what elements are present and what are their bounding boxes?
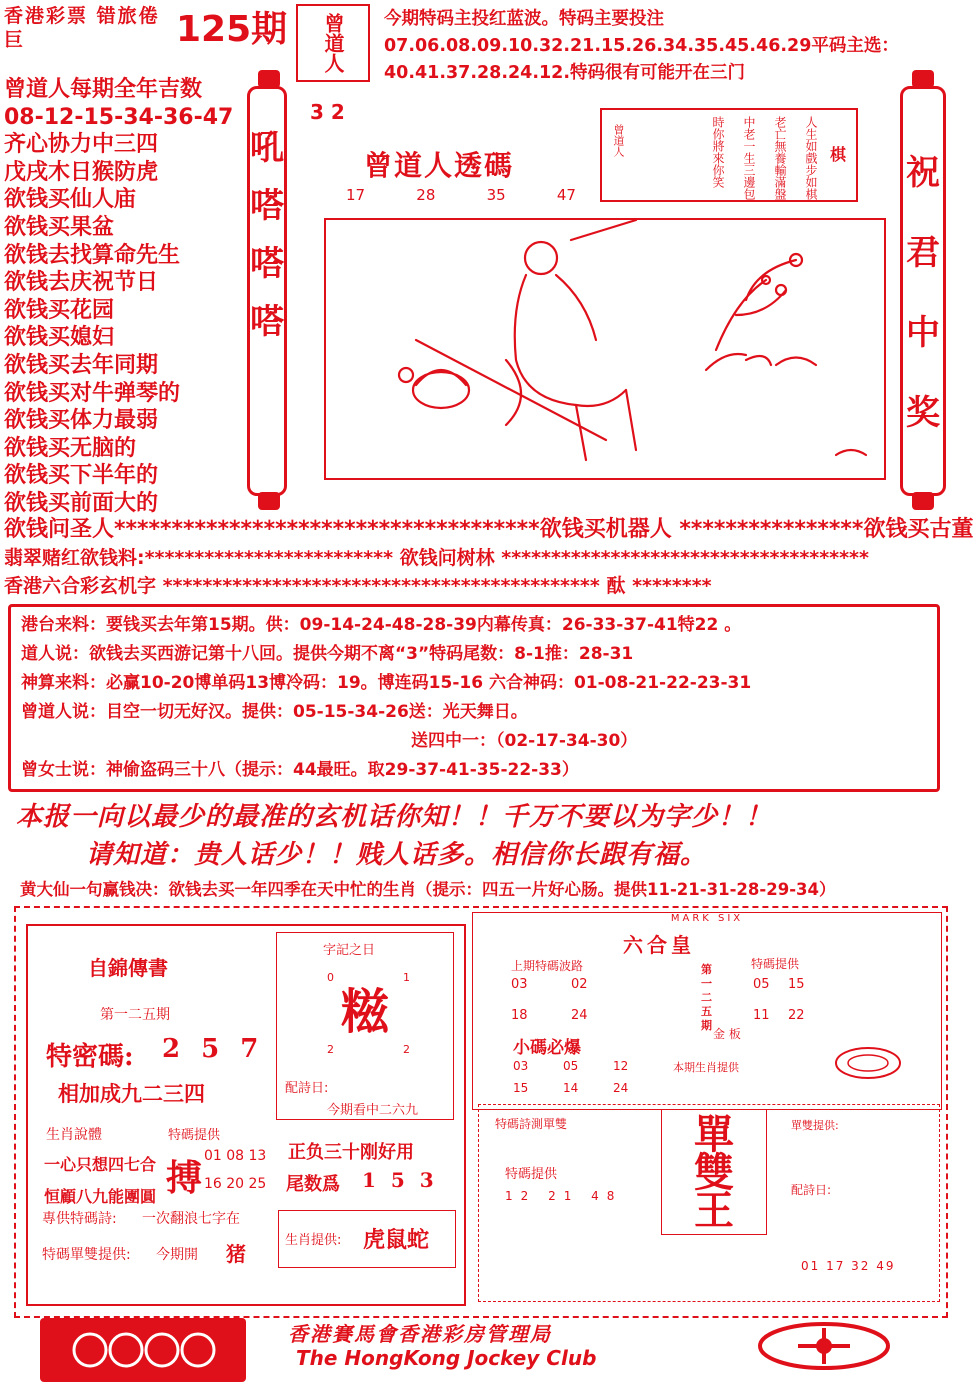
left-item: 欲钱买对牛弹琴的 (4, 380, 181, 406)
br-tema2: 特碼提供 (505, 1167, 558, 1182)
bl-d2a: 2 (327, 1043, 334, 1056)
br-num: 15 (788, 977, 805, 992)
huang-line: 黄大仙一句赢钱决：欲钱去买一年四季在天中忙的生肖（提示：四五一片好心肠。提供11-21-31-28-29-34） (20, 880, 836, 899)
br-right-nums (753, 977, 823, 1023)
scroll-left-char: 嗒 (250, 186, 284, 226)
bottom-right-panel (472, 912, 942, 1110)
bl-title: 自錦傳書 (88, 956, 168, 980)
bottom-left-panel (26, 924, 466, 1306)
wide-line-3-b: 酞 (606, 575, 626, 597)
scroll-left (247, 86, 287, 496)
br-banner: MARK SIX (670, 913, 744, 924)
wide-line-3-c: ******** (632, 575, 712, 597)
left-item: 齐心协力中三四 (4, 132, 159, 158)
br-small-num: 12 (613, 1059, 629, 1073)
left-item: 欲钱买果盆 (4, 214, 115, 240)
br-small-num: 14 (563, 1081, 579, 1095)
poem-cols (710, 116, 820, 200)
wide-line-1-b: 欲钱买机器人 **************** (539, 517, 864, 542)
br-peishi: 配詩日: (791, 1183, 832, 1197)
left-item: 曾道人每期全年吉数 (4, 77, 203, 102)
issue-number: 125期 (176, 9, 288, 50)
poem-author: 曾道人 (612, 124, 625, 157)
bl-shengxiao-label: 生肖提供: (285, 1233, 342, 1248)
br-num: 05 (753, 977, 770, 992)
picture-number: 17 (346, 186, 366, 204)
bl-ds-value: 今期開 (156, 1247, 198, 1263)
info-line: 曾女士说：神偷盗码三十八（提示：44最旺。取29-37-41-35-22-33） (21, 760, 579, 780)
br-num: 02 (571, 977, 588, 992)
scroll-right-char: 祝 (906, 153, 940, 193)
left-item: 欲钱买无脑的 (4, 435, 137, 461)
info-box (8, 604, 940, 792)
seal-icon (833, 1045, 903, 1081)
illustration-icon (326, 220, 884, 478)
br-small-num: 05 (563, 1059, 579, 1073)
br-sub2: 特碼提供 (751, 957, 800, 971)
br-num: 24 (571, 1008, 588, 1023)
bl-rec-char: 搏 (166, 1157, 203, 1199)
bl-ds-label: 特碼單雙提供: (42, 1247, 131, 1263)
footer-logo-left (40, 1318, 246, 1382)
bl-tema-label: 特密碼: (46, 1042, 134, 1072)
bl-zodiac-l2: 恒顧八九能團圓 (44, 1187, 157, 1206)
bl-rec-n1: 01 08 13 (204, 1148, 267, 1164)
bl-look: 今期看中二六九 (327, 1103, 419, 1118)
bl-peishi: 配詩日: (285, 1081, 329, 1096)
br-num: 22 (788, 1008, 805, 1023)
poem-col: 人生如戲步如棋 (804, 116, 818, 200)
left-item: 欲钱去找算命先生 (4, 242, 181, 268)
bottom-right-lower-panel (478, 1104, 940, 1302)
br-ds-title: 特碼詩測單雙 (495, 1117, 568, 1131)
br-left-nums (511, 977, 631, 1023)
wide-line-1-c: 欲钱买古董 (863, 517, 973, 542)
picture-title: 曾道人透碼 (364, 149, 515, 182)
picture-number: 28 (416, 186, 436, 204)
bl-rec-label: 特碼提供 (168, 1128, 221, 1143)
scroll-right-char: 中 (906, 313, 940, 353)
info-line: 曾道人说：目空一切无好汉。提供：05-15-34-26送：光天舞日。 (21, 702, 528, 722)
poem-col: 時你將來你笑 (711, 116, 725, 188)
left-item: 欲钱买媳妇 (4, 325, 115, 351)
scroll-right (900, 86, 946, 496)
poem-box (600, 108, 858, 202)
bl-zhengfu: 正负三十刚好用 (288, 1142, 414, 1163)
bl-d0: 0 (327, 971, 334, 984)
left-item: 欲钱买前面大的 (4, 490, 159, 516)
poem-col: 中老一生三邊包 (742, 116, 756, 200)
wide-line-2-a: 翡翠赌红欲钱料:************************* (4, 547, 393, 569)
bl-shengxiao-box (278, 1210, 456, 1268)
bl-shengxiao: 虎鼠蛇 (363, 1227, 430, 1253)
footer-en: The HongKong Jockey Club (296, 1346, 597, 1370)
left-column (4, 76, 244, 518)
br-num: 11 (753, 1008, 770, 1023)
br-tema2-nums: 12 21 48 (505, 1189, 623, 1203)
footer-cn: 香港賽馬會香港彩房管理局 (288, 1322, 552, 1346)
bl-zodiac-label: 生肖說體 (46, 1127, 102, 1143)
left-item: 戊戌木日猴防虎 (4, 159, 159, 185)
br-ds-box (661, 1109, 767, 1235)
scroll-right-bottom-knob (912, 492, 934, 510)
wide-line-2-c: ************************************* (501, 547, 869, 569)
br-sub1: 上期特碼波路 (511, 959, 584, 973)
info-line: 神算来料：必赢10-20博单码13博冷码：19。博连码15-16 六合神码：01-08-21-22-23-31 (21, 673, 752, 693)
left-item: 08-12-15-34-36-47 (4, 104, 234, 130)
info-line: 港台来料：要钱买去年第15期。供：09-14-24-48-28-39内幕传真：26-33-37-41特22 。 (21, 615, 742, 635)
left-item: 欲钱去庆祝节日 (4, 270, 159, 296)
bl-word-title: 字記之日 (323, 943, 376, 958)
header-notice: 今期特码主投红蓝波。特码主要投注07.06.08.09.10.32.21.15.26.34.35.45.46.29平码主选：40.41.37.28.24.12.特码很有可能开在三门 (384, 9, 899, 83)
logo-text: 香港彩票 错旅倦巨 (4, 5, 160, 51)
bl-zodiac-l1: 一心只想四七合 (44, 1155, 157, 1174)
info-line: 送四中一：（02-17-34-30） (411, 731, 638, 751)
br-small-num: 24 (613, 1081, 629, 1095)
br-small-num: 15 (513, 1081, 529, 1095)
br-small: 小碼必爆 (513, 1038, 581, 1058)
bl-tema-value: 2 5 7 (162, 1034, 265, 1064)
scroll-right-char: 奖 (906, 393, 940, 433)
br-issue: 第一二五期 (701, 963, 712, 1032)
wide-line-1-a: 欲钱问圣人************************************* (4, 517, 540, 542)
slogan-1: 本报一向以最少的最准的玄机话你知！！千万不要以为字少！！ (16, 802, 773, 832)
illustration-frame (324, 218, 886, 480)
br-small-num: 03 (513, 1059, 529, 1073)
slogan-2: 请知道：贵人话少！！贱人话多。相信你长跟有福。 (86, 840, 708, 870)
br-shu-label: 單雙提供: (791, 1119, 839, 1132)
bl-word-char: 糍 (341, 984, 390, 1040)
bl-issue: 第一二五期 (100, 1007, 170, 1023)
jockey-club-icon (40, 1318, 246, 1382)
bl-word-box (276, 932, 454, 1120)
bl-ds-animal: 猪 (226, 1242, 246, 1266)
left-item: 欲钱买仙人庙 (4, 187, 137, 213)
left-item: 欲钱买花园 (4, 297, 115, 323)
wide-line-3-a: 香港六合彩玄机字 ******************************************** (4, 575, 600, 597)
left-item: 欲钱买去年同期 (4, 352, 159, 378)
scroll-right-char: 君 (906, 233, 940, 273)
left-item: 欲钱买下半年的 (4, 463, 159, 489)
bl-weishu: 1 5 3 (362, 1168, 438, 1192)
footer-emblem-icon (754, 1318, 894, 1374)
bl-d1: 1 (403, 971, 410, 984)
br-title: 六合皇 (623, 933, 695, 957)
seal-stamp (296, 4, 370, 82)
seal-text: 曾道人 (321, 13, 345, 73)
wide-line-3 (4, 572, 712, 600)
br-zodiac-label: 本期生肖提供 (673, 1061, 739, 1074)
picture-number: 35 (486, 186, 506, 204)
bl-poem-label: 專供特碼詩: (42, 1211, 117, 1227)
header-logo (4, 4, 164, 56)
left-item: 欲钱买体力最弱 (4, 408, 159, 434)
bl-poem-text: 一次翻浪七字在 (142, 1211, 240, 1227)
br-ds-big: 單雙王 (694, 1111, 734, 1234)
info-line: 道人说：欲钱去买西游记第十八回。提供今期不离“3”特码尾数：8-1推：28-31 (21, 644, 634, 664)
scroll-left-bottom-knob (258, 492, 280, 510)
bl-d2b: 2 (403, 1043, 410, 1056)
bl-rec-n2: 16 20 25 (204, 1176, 267, 1192)
br-red-label: 金 板 (713, 1027, 741, 1041)
poem-col: 老亡無養輸滿盤 (773, 116, 787, 200)
bl-weishu-label: 尾数爲 (286, 1174, 340, 1195)
picture-panel (296, 86, 896, 498)
poem-title: 棋 (829, 145, 846, 164)
wide-line-2-b: 欲钱问树林 (399, 547, 495, 569)
wide-line-2 (4, 544, 869, 572)
scroll-left-char: 吼 (250, 128, 284, 168)
br-num: 03 (511, 977, 528, 992)
picture-corner-digits: 3 2 (310, 100, 345, 124)
picture-numbers (346, 186, 576, 204)
scroll-left-char: 嗒 (250, 302, 284, 342)
br-num: 18 (511, 1008, 528, 1023)
br-small-nums (513, 1059, 663, 1095)
wide-line-1 (4, 516, 973, 544)
scroll-left-char: 嗒 (250, 244, 284, 284)
bl-sum: 相加成九二三四 (58, 1081, 205, 1106)
br-bottom-nums: 01 17 32 49 (801, 1259, 896, 1273)
picture-number: 47 (556, 186, 576, 204)
